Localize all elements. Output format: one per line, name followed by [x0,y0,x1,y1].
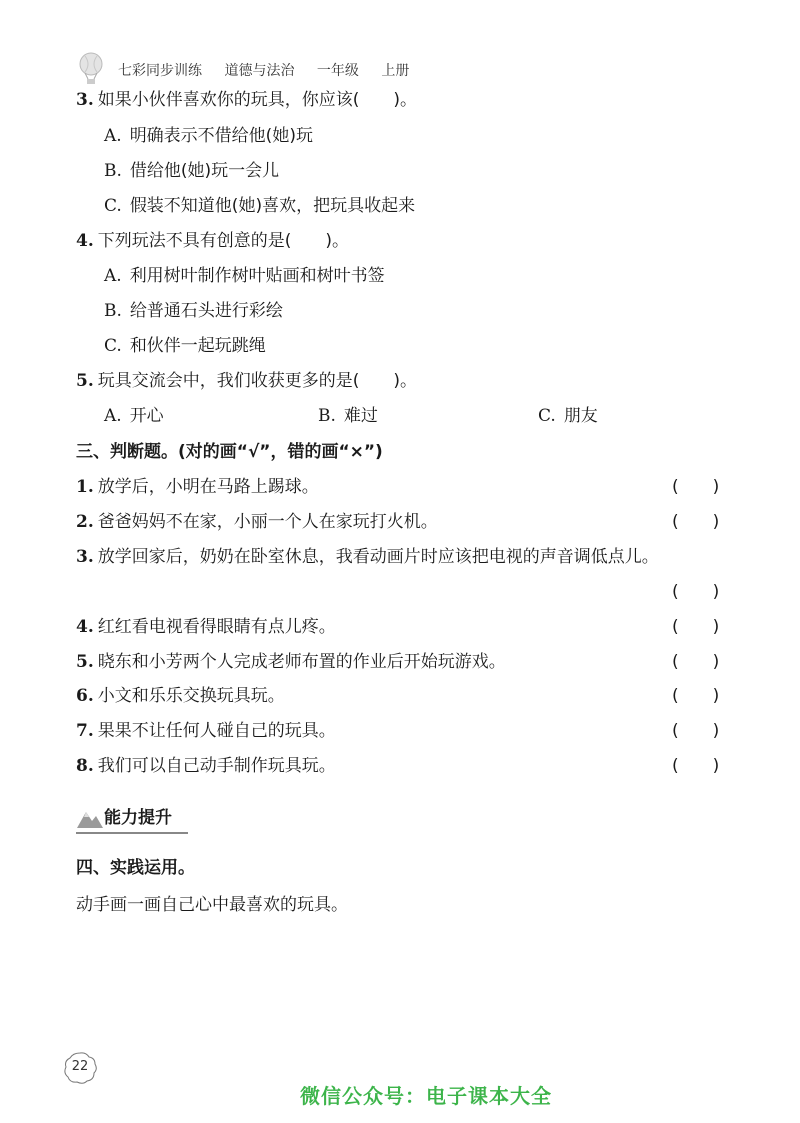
option-label: C. [104,196,122,216]
answer-blank-1[interactable]: ( ) [672,477,720,497]
option-text: 难过 [343,406,378,426]
watermark: 微信公众号：电子课本大全 [300,1084,552,1108]
item-number: 7. [76,721,94,741]
judge-item-4 [76,615,336,639]
header-text [118,60,427,80]
section-practice-title: 四、实践运用。 [76,858,195,878]
option-3a [104,124,313,148]
item-number: 5. [76,652,94,672]
option-5c [538,404,598,428]
option-4a [104,264,385,288]
item-number: 3. [76,547,94,567]
option-3c [104,194,415,218]
header-grade: 一年级 [316,63,359,79]
question-4 [76,229,349,253]
answer-blank-4[interactable]: ( ) [672,617,720,637]
option-text: 朋友 [563,406,598,426]
item-number: 2. [76,512,94,532]
judge-item-7 [76,719,336,743]
option-label: C. [538,406,556,426]
option-5b [318,404,378,428]
question-3 [76,88,417,112]
question-number: 3. [76,90,94,110]
judge-item-3 [76,545,659,569]
option-label: B. [104,301,122,321]
item-text: 放学回家后，奶奶在卧室休息，我看动画片时应该把电视的声音调低点儿。 [97,547,659,567]
item-number: 8. [76,756,94,776]
item-text: 爸爸妈妈不在家，小丽一个人在家玩打火机。 [97,512,438,532]
option-5a [104,404,164,428]
answer-blank-3[interactable]: ( ) [672,582,720,602]
answer-blank-5[interactable]: ( ) [672,652,720,672]
section-judge-title: 三、判断题。(对的画“√”，错的画“×”) [76,442,383,462]
judge-item-1 [76,475,319,499]
practice-instruction: 动手画一画自己心中最喜欢的玩具。 [76,895,348,915]
answer-blank-2[interactable]: ( ) [672,512,720,532]
question-text: 如果小伙伴喜欢你的玩具，你应该( )。 [97,90,418,110]
mountain-icon [76,807,104,829]
option-label: B. [104,161,122,181]
header-series: 七彩同步训练 [118,63,202,79]
item-text: 红红看电视看得眼睛有点儿疼。 [97,617,336,637]
option-4b [104,299,283,323]
answer-blank-8[interactable]: ( ) [672,756,720,776]
page-header [76,52,716,86]
option-text: 和伙伴一起玩跳绳 [129,336,266,356]
ability-title: 能力提升 [104,808,172,828]
item-text: 小文和乐乐交换玩具玩。 [97,686,285,706]
question-text: 下列玩法不具有创意的是( )。 [97,231,350,251]
judge-item-6 [76,684,285,708]
judge-item-2 [76,510,438,534]
item-number: 4. [76,617,94,637]
item-number: 6. [76,686,94,706]
option-text: 借给他(她)玩一会儿 [129,161,280,181]
header-volume: 上册 [381,63,410,79]
hot-air-balloon-icon [76,52,106,86]
item-text: 晓东和小芳两个人完成老师布置的作业后开始玩游戏。 [97,652,506,672]
item-text: 放学后，小明在马路上踢球。 [97,477,319,497]
question-number: 5. [76,371,94,391]
ability-heading [76,804,216,832]
page-number: 22 [71,1059,89,1074]
answer-blank-7[interactable]: ( ) [672,721,720,741]
header-subject: 道德与法治 [224,63,295,79]
question-number: 4. [76,231,94,251]
answer-blank-6[interactable]: ( ) [672,686,720,706]
option-label: A. [104,406,122,426]
item-number: 1. [76,477,94,497]
ability-underline [76,832,188,834]
question-text: 玩具交流会中，我们收获更多的是( )。 [97,371,418,391]
item-text: 我们可以自己动手制作玩具玩。 [97,756,336,776]
question-5 [76,369,417,393]
option-label: A. [104,266,122,286]
option-text: 开心 [129,406,164,426]
option-label: C. [104,336,122,356]
option-label: B. [318,406,336,426]
option-4c [104,334,266,358]
item-text: 果果不让任何人碰自己的玩具。 [97,721,336,741]
option-text: 假装不知道他(她)喜欢，把玩具收起来 [129,196,416,216]
judge-item-5 [76,650,506,674]
option-3b [104,159,279,183]
judge-item-8 [76,754,336,778]
option-label: A. [104,126,122,146]
option-text: 给普通石头进行彩绘 [129,301,283,321]
option-text: 明确表示不借给他(她)玩 [129,126,313,146]
option-text: 利用树叶制作树叶贴画和树叶书签 [129,266,385,286]
